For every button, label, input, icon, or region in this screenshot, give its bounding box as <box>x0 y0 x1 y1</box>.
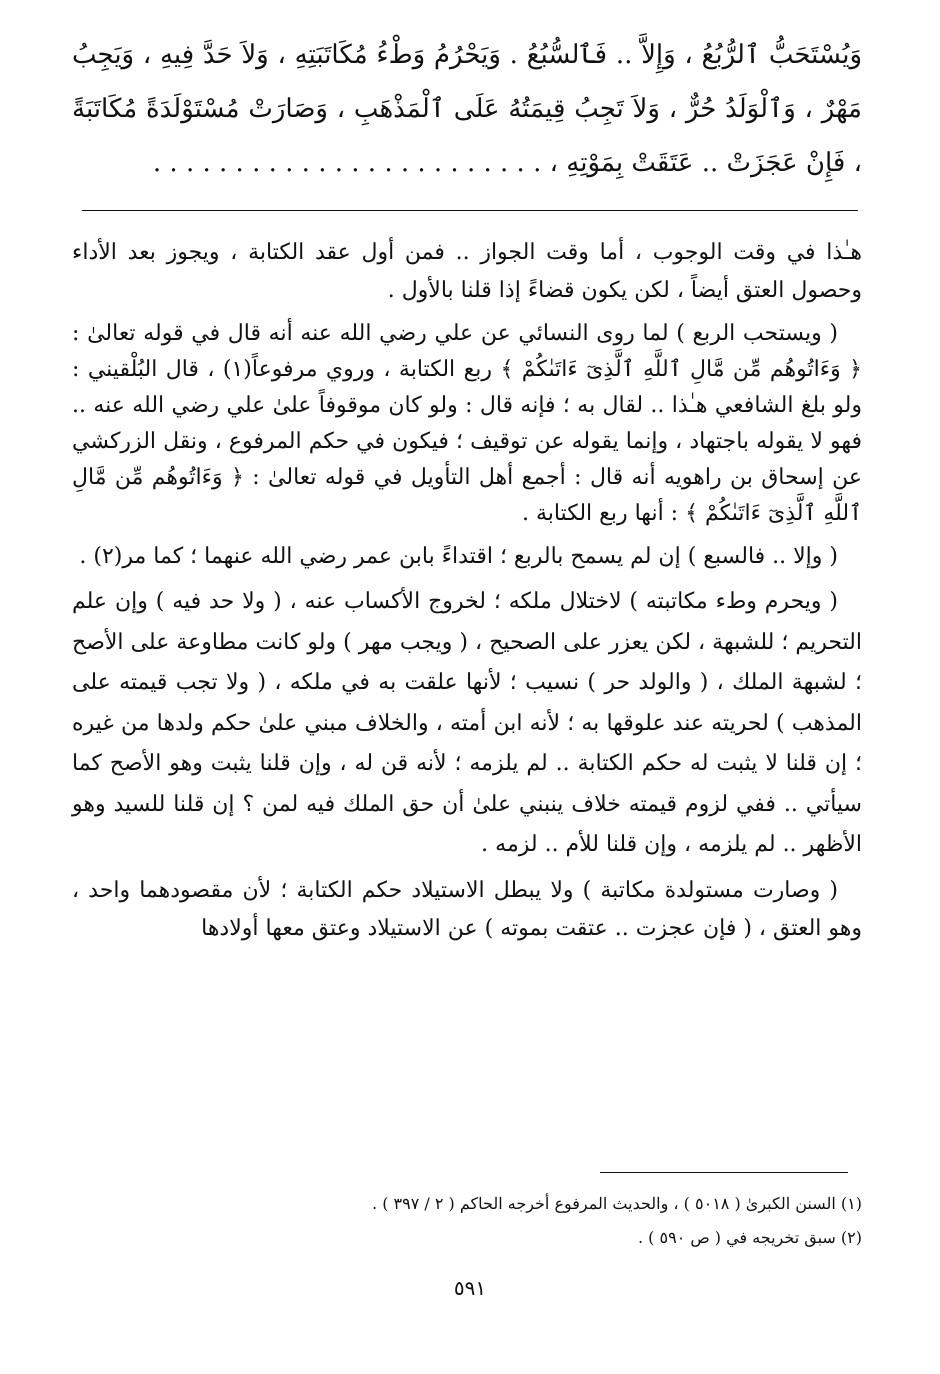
commentary-paragraph-5: ( وصارت مستولدة مكاتبة ) ولا يبطل الاستيلاد حكم الكتابة ؛ لأن مقصودهما واحد ، وهو العتق ، ( فإن عجزت .. عتقت بموته ) عن الاستيلاد وعتق معها أولادها <box>72 877 862 941</box>
footnote-1: (١) السنن الكبرىٰ ( ٥٠١٨ ) ، والحديث المرفوع أخرجه الحاكم ( ٢ / ٣٩٧ ) . <box>372 1194 862 1213</box>
commentary-paragraph-1: هـٰذا في وقت الوجوب ، أما وقت الجواز .. فمن أول عقد الكتابة ، ويجوز بعد الأداء وحصول العتق أيضاً ، لكن يكون قضاءً إذا قلنا بالأول . <box>72 240 862 303</box>
separator-rule <box>82 210 858 211</box>
commentary-paragraph-3: ( وإلا .. فالسبع ) إن لم يسمح بالربع ؛ اقتداءً بابن عمر رضي الله عنهما ؛ كما مر(٢) . <box>79 544 838 569</box>
footnote-2: (٢) سبق تخريجه في ( ص ٥٩٠ ) . <box>638 1228 862 1247</box>
page-number: ٥٩١ <box>453 1276 487 1300</box>
footnote-rule <box>600 1172 848 1173</box>
matn-text: وَيُسْتَحَبُّ ٱلرُّبُعُ ، وَإِلاَّ .. فَٱلسُّبُعُ . وَيَحْرُمُ وَطْءُ مُكَاتَبَتِهِ ، وَلاَ حَدَّ فِيهِ ، وَيَجِبُ مَهْرٌ ، وَٱلْوَلَدُ حُرٌّ ، وَلاَ تَجِبُ قِيمَتُهُ عَلَى ٱلْمَذْهَبِ ، وَصَارَتْ مُسْتَوْلَدَةً مُكَاتَبَةً ، فَإِنْ عَجَزَتْ .. عَتَقَتْ بِمَوْتِهِ ، . . . . . . . . . . . . . . . . . . . . . . . . <box>72 40 862 178</box>
commentary-paragraph-4: ( ويحرم وطء مكاتبته ) لاختلال ملكه ؛ لخروج الأكساب عنه ، ( ولا حد فيه ) وإن علم التحريم ؛ للشبهة ، لكن يعزر على الصحيح ، ( ويجب مهر ) ولو كانت مطاوعة على الأصح ؛ لشبهة الملك ، ( والولد حر ) نسيب ؛ لأنها علقت به في ملكه ، ( ولا تجب قيمته على المذهب ) لحريته عند علوقها به ؛ لأنه ابن أمته ، والخلاف مبني علىٰ حكم ولدها من غيره ؛ إن قلنا لا يثبت له حكم الكتابة .. لم يلزمه ؛ لأنه قن له ، وإن قلنا يثبت وهو الأصح كما سيأتي .. ففي لزوم قيمته خلاف ينبني علىٰ أن حق الملك فيه لمن ؟ إن قلنا للسيد وهو الأظهر .. لم يلزمه ، وإن قلنا للأم .. لزمه . <box>72 589 862 857</box>
footnotes <box>72 1190 862 1258</box>
commentary-paragraph-2: ( ويستحب الربع ) لما روى النسائي عن علي رضي الله عنه أنه قال في قوله تعالىٰ : ﴿ وَءَاتُوهُم مِّن مَّالِ ٱللَّهِ ٱلَّذِىٓ ءَاتَىٰكُمْ ﴾ ربع الكتابة ، وروي مرفوعاً(١) ، قال البُلْقيني : ولو بلغ الشافعي هـٰذا .. لقال به ؛ فإنه قال : ولو كان موقوفاً علىٰ علي رضي الله عنه .. فهو لا يقوله باجتهاد ، وإنما يقوله عن توقيف ؛ فيكون في حكم المرفوع ، ونقل الزركشي عن إسحاق بن راهويه أنه قال : أجمع أهل التأويل في قوله تعالىٰ : ﴿ وَءَاتُوهُم مِّن مَّالِ ٱللَّهِ ٱلَّذِىٓ ءَاتَىٰكُمْ ﴾ : أنها ربع الكتابة . <box>72 321 862 526</box>
commentary <box>72 234 862 954</box>
